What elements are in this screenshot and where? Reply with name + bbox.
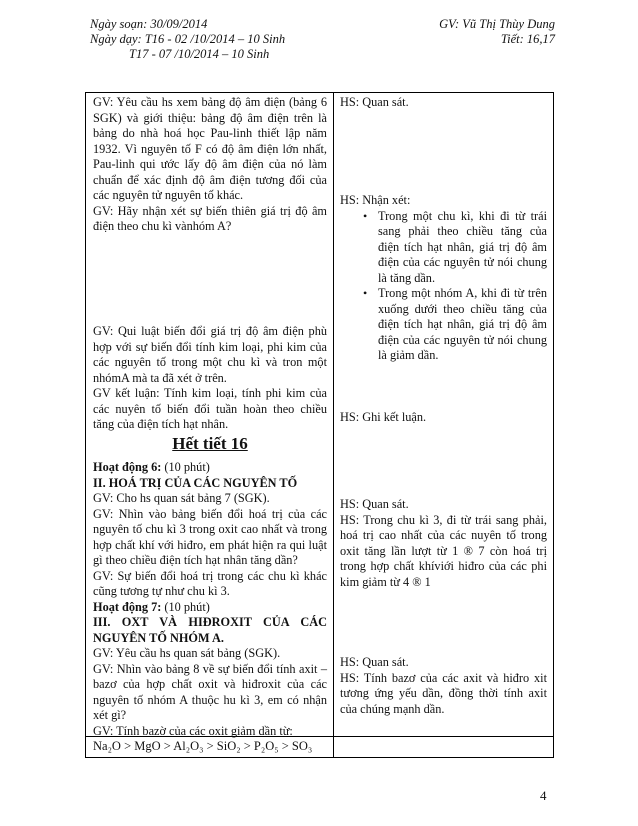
teacher-name: GV: Vũ Thị Thùy Dung	[439, 17, 555, 31]
column-divider	[333, 93, 334, 757]
hd7-label: Hoạt động 7:	[93, 599, 162, 614]
right-r4: HS: Quan sát.	[340, 497, 409, 511]
hoat-dong-6	[93, 460, 327, 476]
lesson-periods: Tiết: 16,17	[500, 32, 555, 46]
section-2-title: II. HOÁ TRỊ CỦA CÁC NGUYÊN TỐ	[93, 475, 298, 490]
left-block-1	[93, 95, 327, 235]
oxide-order-row: Na₂O > MgO > Al₂O₃ > SiO₂ > P₂O₅ > SO₃	[93, 739, 313, 753]
right-block-4	[340, 497, 547, 590]
left-p8: GV: Yêu cầu hs quan sát bảng (SGK).	[93, 646, 281, 660]
ngay-day-1: Ngày dạy: T16 - 02 /10/2014 – 10 Sinh	[90, 32, 286, 46]
page-header-right	[439, 17, 555, 47]
left-p4: GV kết luận: Tính kim loại, tính phi kim của các nuyên tố biến đổi tuần hoàn theo chiều tăng của điện tích hạt nhân.	[93, 386, 327, 431]
right-r1: HS: Quan sát.	[340, 95, 409, 109]
right-r6: HS: Quan sát.	[340, 655, 409, 669]
right-r5: HS: Trong chu kì 3, đi từ trái sang phải, hoá trị cao nhất của các nuyên tố trong oxit tăng lần lượt từ 1 ® 7 còn hoá trị trong hợp chất khíviới hiđro của các phi kim giảm từ 4 ® 1	[340, 512, 547, 589]
left-p7: GV: Sự biến đổi hoá trị trong các chu kì khác cũng tương tự như chu kì 3.	[93, 568, 327, 598]
observation-item-2: • Trong một nhóm A, khi đi từ trên xuống dưới theo chiều tăng của điện tích hạt nhân, giá trị độ âm điện của các nguyên tử nói chung là giảm dần.	[340, 286, 547, 364]
page-header-left	[90, 17, 285, 62]
ngay-soan: Ngày soạn: 30/09/2014	[90, 17, 208, 31]
right-block-5	[340, 655, 547, 717]
hoat-dong-7	[93, 600, 327, 616]
left-p5: GV: Cho hs quan sát bảng 7 (SGK).	[93, 491, 270, 505]
left-p10: GV: Tính bazờ của các oxit giảm dần từ:	[93, 723, 293, 738]
right-r3: HS: Ghi kết luận.	[340, 410, 427, 424]
right-block-2	[340, 193, 547, 364]
section-3-title: III. OXT VÀ HIĐROXIT CỦA CÁC NGUYÊN TỐ NHÓM A.	[93, 615, 327, 645]
left-p1: GV: Yêu cầu hs xem bảng độ âm điện (bảng 6 SGK) và giới thiệu: bảng độ âm điện trên là bảng do nhà hoá học Pau-linh thiết lập năm 1932. Vì nguyên tố F có độ âm điện lớn nhất, Pau-linh qui ước lấy độ âm điện của nó làm chuẩn để xác định độ âm điện tương đối của các nguyên tử nguyên tố khác.	[93, 95, 327, 202]
hd7-time: (10 phút)	[161, 599, 210, 614]
het-tiet-heading: Hết tiết 16	[172, 433, 248, 453]
left-p3: GV: Qui luật biến đổi giá trị độ âm điện phù hợp với sự biến đổi tính kim loại, phi kim của các nguyên tố trong một chu kì và tron một nhómA mà ta đã xét ở trên.	[93, 324, 327, 385]
left-p6: GV: Nhìn vào bảng biến đổi hoá trị của các nguyên tố chu kì 3 trong oxit cao nhất và trong hợp chất khí với hiđro, em phát hiện ra qui luật gì theo chiều điện tích hạt nhân tăng dần?	[93, 506, 327, 567]
ngay-day-2: T17 - 07 /10/2014 – 10 Sinh	[129, 47, 270, 61]
left-block-3	[93, 460, 327, 739]
left-p9: GV: Nhìn vào bảng 8 về sự biến đổi tính axit – bazơ của hợp chất oxit và hiđroxit của các nguyên tố nhóm A thuộc hu kì 3, em có nhận xét gì?	[93, 661, 327, 722]
lesson-table	[85, 92, 554, 758]
right-r7: HS: Tính bazơ của các axit và hiđro xit tương ứng yếu dần, đồng thời tính axit của chúng mạnh dần.	[340, 670, 547, 716]
left-p2: GV: Hãy nhận xét sự biến thiên giá trị độ âm điện theo chu kì vànhóm A?	[93, 203, 327, 233]
left-block-2	[93, 324, 327, 455]
hd6-time: (10 phút)	[161, 460, 210, 474]
observation-list	[340, 209, 547, 364]
observation-item-1: • Trong một chu kì, khi đi từ trái sang phải theo chiều tăng của điện tích hạt nhân, giá trị độ âm điện của các nguyên tử nói chung là tăng dần.	[340, 209, 547, 287]
page-number: 4	[540, 788, 547, 803]
right-r2: HS: Nhận xét:	[340, 193, 411, 207]
hd6-label: Hoạt động 6:	[93, 460, 162, 474]
